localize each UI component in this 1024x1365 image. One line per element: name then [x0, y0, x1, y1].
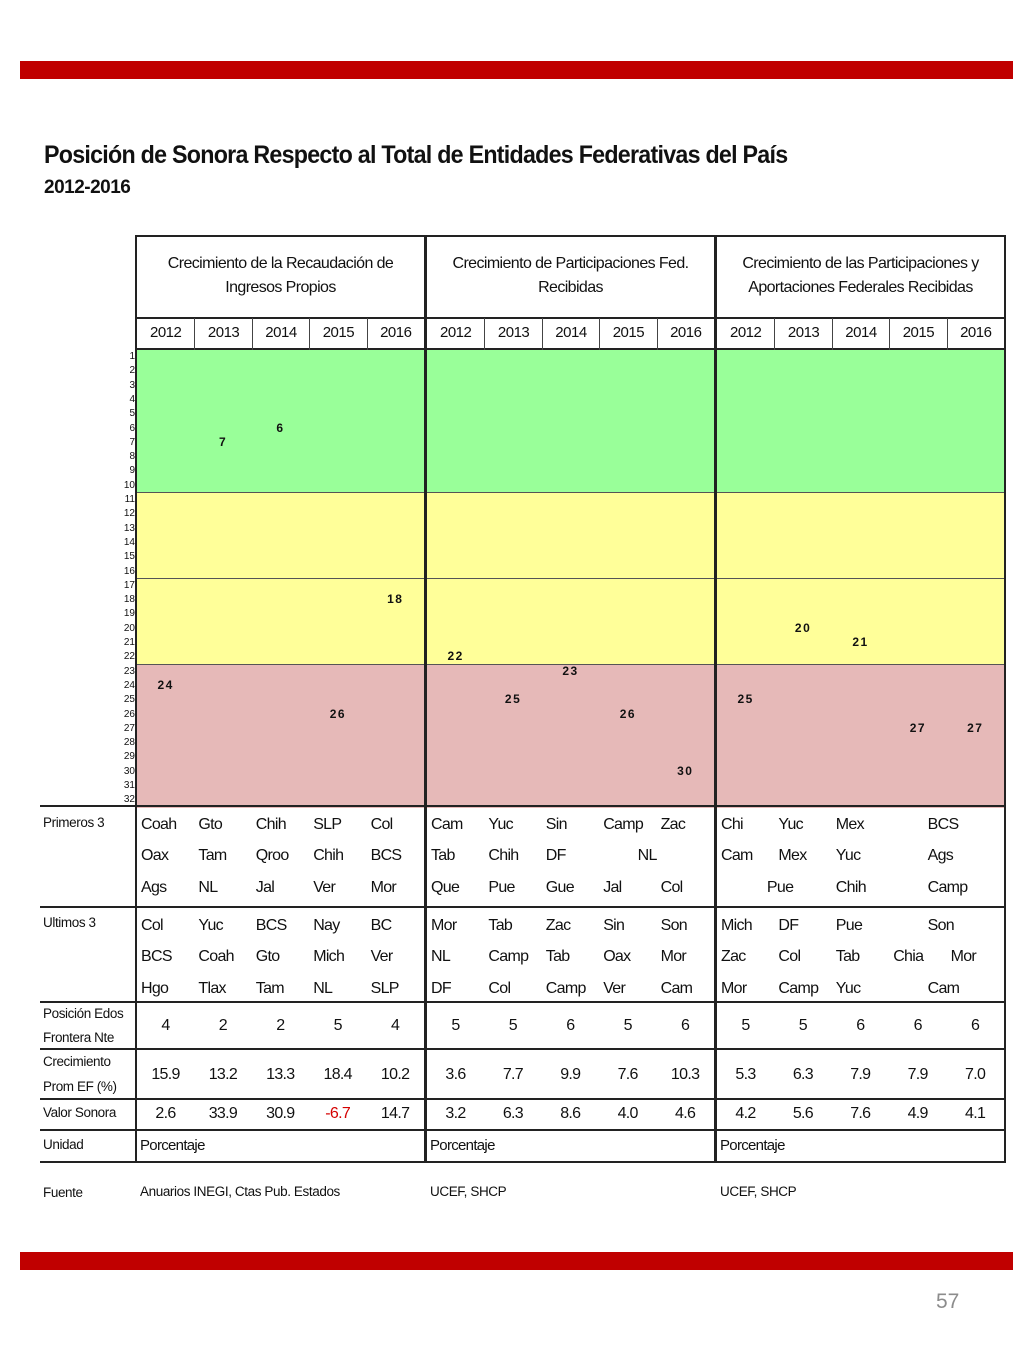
panel-1-frontera-value: 4	[161, 1017, 170, 1034]
panel-2-ultimos-state: Ver	[603, 980, 626, 997]
panel-3-frontera-value: 5	[798, 1017, 807, 1034]
rank-number: 9	[129, 465, 135, 477]
panel-3-ultimos-state: Tab	[835, 948, 860, 965]
panel-2-ultimos-state: Tab	[545, 948, 570, 965]
panel-3-primeros-state: Camp	[927, 879, 968, 896]
panel-2-crec-value: 3.6	[445, 1066, 466, 1083]
row-divider	[40, 805, 137, 807]
panel-3-ultimos-state: Chia	[893, 948, 924, 965]
rank-number: 25	[123, 694, 135, 706]
label-unidad: Unidad	[43, 1137, 84, 1152]
rank-number: 13	[123, 522, 135, 534]
panel-3-ultimos-state: Camp	[778, 980, 819, 997]
rank-number: 22	[123, 651, 135, 663]
panel-1-primeros-state: Coah	[141, 816, 177, 833]
panel-2-year-2012: 2012	[440, 324, 472, 341]
rank-number: 32	[123, 794, 135, 806]
panel-1-primeros-state: Ver	[313, 879, 336, 896]
panel-2-primeros-state: Tab	[431, 847, 455, 864]
panel-2-primeros-state: Jal	[603, 879, 622, 896]
panel-1-ultimos-state: Tlax	[198, 980, 226, 997]
panel-1-border	[135, 235, 426, 1163]
panel-1-ultimos-state: Gto	[255, 948, 280, 965]
panel-1-crec-value: 13.2	[208, 1066, 238, 1083]
panel-1-position-marker: 7	[219, 434, 228, 449]
label-ultimos: Ultimos 3	[43, 915, 96, 930]
rank-number: 12	[123, 508, 135, 520]
panel-3-header-line2: Aportaciones Federales Recibidas	[748, 279, 973, 296]
panel-3-primeros-state: Yuc	[835, 847, 861, 864]
panel-3-year-2013: 2013	[774, 318, 831, 350]
rank-number: 4	[129, 393, 135, 405]
panel-1-primeros-state: Jal	[255, 879, 275, 896]
panel-1-crec-value: 15.9	[151, 1066, 180, 1083]
panel-3-primeros-state: BCS	[927, 816, 959, 833]
panel-3-frontera-value: 5	[741, 1017, 750, 1034]
panel-1-ultimos-state: Coah	[198, 948, 234, 965]
bottom-red-bar	[20, 1252, 1013, 1270]
panel-3-primeros-state: Pue	[766, 879, 794, 896]
panel-1-valor-value: 14.7	[380, 1105, 410, 1122]
panel-2-ultimos-state: Sin	[603, 917, 625, 934]
panel-2-position-marker: 25	[504, 692, 522, 707]
label-fuente: Fuente	[43, 1185, 83, 1200]
panel-2-ultimos-state: Zac	[545, 917, 571, 934]
rank-number: 26	[123, 708, 135, 720]
panel-1-crec-value: 13.3	[266, 1066, 295, 1083]
page-subtitle: 2012-2016	[44, 177, 131, 198]
rank-number: 20	[123, 622, 135, 634]
panel-3-border	[715, 235, 1006, 1163]
rank-number: 17	[123, 579, 135, 591]
panel-1-valor-value: 33.9	[208, 1105, 238, 1122]
panel-2-fuente: UCEF, SHCP	[430, 1184, 507, 1199]
panel-1-primeros-state: SLP	[313, 816, 342, 833]
panel-1-ultimos-state: Mich	[313, 948, 345, 965]
panel-2-ultimos-state: Mor	[660, 948, 687, 965]
panel-2-header-line1: Crecimiento de Participaciones Fed.	[452, 255, 689, 272]
panel-1-primeros-state: Chih	[255, 816, 286, 833]
panel-1-unidad: Porcentaje	[140, 1137, 205, 1154]
panel-3-fuente: UCEF, SHCP	[720, 1184, 797, 1199]
panel-3-frontera-value: 6	[913, 1017, 922, 1034]
panel-2-position-marker: 23	[562, 663, 579, 678]
panel-3-position-marker: 25	[737, 692, 754, 707]
panel-1-ultimos-state: BCS	[141, 948, 172, 965]
panel-2-crec-value: 10.3	[670, 1066, 700, 1083]
panel-3-valor-value: 4.1	[965, 1105, 986, 1122]
rank-number: 29	[123, 751, 135, 763]
panel-2-unidad: Porcentaje	[430, 1137, 495, 1154]
panel-1-primeros-state: Tam	[198, 847, 227, 864]
panel-1-year-2012: 2012	[150, 324, 182, 341]
panel-1-frontera-value: 2	[276, 1017, 285, 1034]
panel-3-primeros-state: Ags	[927, 847, 954, 864]
panel-1-frontera-value: 4	[390, 1017, 400, 1034]
panel-2-border	[425, 235, 716, 1163]
panel-3-valor-value: 4.2	[735, 1105, 756, 1122]
panel-2-primeros-state: Que	[431, 879, 460, 896]
rank-number: 24	[123, 679, 135, 691]
panel-1-crec-value: 18.4	[323, 1066, 352, 1083]
panel-3-year-2016: 2016	[947, 318, 1004, 350]
rank-number: 6	[129, 422, 135, 434]
panel-3-ultimos-state: Zac	[721, 948, 746, 965]
panel-3-frontera-value: 6	[856, 1017, 865, 1034]
panel-3-primeros-state: Cam	[721, 847, 753, 864]
panel-2-frontera-value: 6	[680, 1017, 690, 1034]
panel-2-ultimos-state: NL	[431, 948, 451, 965]
panel-2-ultimos-state: Oax	[603, 948, 631, 965]
panel-3-primeros-state: Chi	[721, 816, 743, 833]
panel-1-valor-value: 2.6	[155, 1105, 176, 1122]
row-divider	[40, 1098, 137, 1100]
rank-number: 8	[129, 451, 135, 463]
panel-1-position-marker: 18	[387, 592, 404, 607]
panel-3-position-marker: 27	[909, 720, 927, 735]
panel-2-ultimos-state: Camp	[488, 948, 529, 965]
rank-number: 27	[123, 722, 135, 734]
rank-number: 30	[123, 765, 135, 777]
panel-2-crec-value: 7.6	[617, 1066, 638, 1083]
panel-1-ultimos-state: NL	[313, 980, 333, 997]
panel-3-crec-value: 7.9	[850, 1066, 871, 1083]
label-valor: Valor Sonora	[43, 1105, 116, 1120]
panel-2-ultimos-state: DF	[431, 980, 451, 997]
panel-1-ultimos-state: BCS	[255, 917, 287, 934]
label-crec-2: Prom EF (%)	[43, 1079, 117, 1094]
rank-number: 7	[129, 436, 135, 448]
panel-2-ultimos-state: Cam	[660, 980, 693, 997]
panel-2-ultimos-state: Mor	[431, 917, 457, 934]
panel-3-unidad: Porcentaje	[720, 1137, 785, 1154]
panel-1-primeros-state: Col	[370, 816, 393, 833]
panel-1-frontera-value: 2	[218, 1017, 227, 1034]
row-divider	[40, 1129, 137, 1131]
label-primeros: Primeros 3	[43, 815, 105, 830]
panel-3-ultimos-state: Son	[927, 917, 954, 934]
panel-1-fuente: Anuarios INEGI, Ctas Pub. Estados	[140, 1184, 340, 1199]
rank-number: 5	[129, 408, 135, 420]
panel-3-valor-value: 4.9	[907, 1105, 928, 1122]
label-crec-1: Crecimiento	[43, 1054, 111, 1069]
panel-1-frontera-value: 5	[333, 1017, 342, 1034]
panel-1-primeros-state: Gto	[198, 816, 223, 833]
panel-1-ultimos-state: Hgo	[141, 980, 169, 997]
panel-2-primeros-state: Zac	[660, 816, 686, 833]
panel-2-ultimos-state: Camp	[545, 980, 586, 997]
panel-2-position-marker: 22	[447, 649, 464, 664]
panel-3-year-2012: 2012	[730, 324, 762, 341]
rank-number: 15	[123, 551, 135, 563]
panel-1-year-2015: 2015	[309, 318, 366, 350]
top-red-bar	[20, 61, 1013, 79]
panel-2-position-marker: 30	[677, 763, 694, 778]
panel-2-frontera-value: 5	[508, 1017, 517, 1034]
panel-3-crec-value: 5.3	[735, 1066, 756, 1083]
panel-3-primeros-state: Mex	[778, 847, 807, 864]
rank-number: 31	[123, 780, 135, 791]
panel-3-ultimos-state: Mor	[950, 948, 977, 965]
row-divider	[40, 1161, 137, 1163]
panel-1-year-2014: 2014	[252, 318, 309, 350]
panel-2-primeros-state: Col	[660, 879, 683, 896]
panel-1-year-2013: 2013	[194, 318, 251, 350]
panel-1-ultimos-state: Yuc	[198, 917, 223, 934]
rank-number: 18	[123, 594, 135, 606]
rank-number: 1	[129, 351, 135, 362]
panel-2-primeros-state: Chih	[488, 847, 519, 864]
panel-3-header-line1: Crecimiento de las Participaciones y	[742, 255, 979, 272]
panel-1-crec-value: 10.2	[380, 1066, 410, 1083]
panel-1-year-2016: 2016	[367, 318, 424, 350]
panel-2-primeros-state: NL	[637, 847, 657, 864]
panel-2-header-line2: Recibidas	[538, 279, 603, 296]
panel-3-ultimos-state: Yuc	[835, 980, 861, 997]
panel-2-valor-value: 3.2	[445, 1105, 466, 1122]
rank-number: 19	[123, 608, 135, 620]
panel-2-valor-value: 4.6	[675, 1105, 696, 1122]
panel-3-position-marker: 27	[967, 720, 984, 735]
panel-3-crec-value: 6.3	[792, 1066, 813, 1083]
panel-2-primeros-state: Pue	[488, 879, 515, 896]
row-divider	[40, 1001, 137, 1003]
panel-1-primeros-state: Mor	[370, 879, 397, 896]
panel-2-crec-value: 9.9	[560, 1066, 581, 1083]
panel-1-ultimos-state: Ver	[370, 948, 393, 965]
panel-2-ultimos-state: Col	[488, 980, 511, 997]
row-divider	[40, 906, 137, 908]
label-frontera-1: Posición Edos	[43, 1006, 124, 1021]
panel-2-primeros-state: Gue	[545, 879, 574, 896]
panel-2-frontera-value: 5	[623, 1017, 632, 1034]
rank-number: 16	[123, 565, 135, 577]
rank-number: 11	[124, 494, 135, 505]
panel-3-ultimos-state: DF	[778, 917, 799, 934]
panel-2-year-2015: 2015	[599, 318, 656, 350]
page-title: Posición de Sonora Respecto al Total de Entidades Federativas del País	[44, 141, 788, 169]
panel-2-valor-value: 8.6	[560, 1105, 581, 1122]
panel-1-valor-value: 30.9	[266, 1105, 295, 1122]
panel-2-valor-value: 4.0	[617, 1105, 638, 1122]
rank-number: 23	[123, 665, 135, 677]
panel-3-ultimos-state: Col	[778, 948, 801, 965]
panel-1-primeros-state: Chih	[313, 847, 344, 864]
panel-1-position-marker: 26	[329, 706, 347, 721]
panel-1-primeros-state: BCS	[370, 847, 402, 864]
panel-2-year-2016: 2016	[657, 318, 714, 350]
panel-1-header-line2: Ingresos Propios	[225, 279, 336, 296]
panel-1-ultimos-state: SLP	[370, 980, 399, 997]
panel-2-position-marker: 26	[619, 706, 637, 721]
panel-2-ultimos-state: Tab	[488, 917, 513, 934]
panel-1-primeros-state: Oax	[141, 847, 169, 864]
panel-2-valor-value: 6.3	[502, 1105, 523, 1122]
rank-number: 2	[129, 365, 135, 377]
panel-2-year-2013: 2013	[484, 318, 541, 350]
panel-1-primeros-state: NL	[198, 879, 218, 896]
panel-3-year-2015: 2015	[889, 318, 946, 350]
panel-1-primeros-state: Ags	[141, 879, 167, 896]
panel-1-ultimos-state: BC	[370, 917, 392, 934]
panel-3-valor-value: 5.6	[792, 1105, 813, 1122]
panel-3-year-2014: 2014	[832, 318, 889, 350]
panel-1-position-marker: 6	[276, 420, 285, 435]
panel-2-primeros-state: Yuc	[488, 816, 513, 833]
panel-3-primeros-state: Yuc	[778, 816, 803, 833]
panel-3-position-marker: 21	[852, 635, 869, 649]
panel-3-crec-value: 7.0	[965, 1066, 986, 1083]
panel-3-valor-value: 7.6	[850, 1105, 871, 1122]
rank-number: 21	[123, 637, 135, 648]
panel-2-primeros-state: Camp	[603, 816, 644, 833]
panel-2-primeros-state: Cam	[431, 816, 463, 833]
panel-1-valor-value: -6.7	[325, 1105, 351, 1122]
panel-3-crec-value: 7.9	[907, 1066, 928, 1083]
page-number: 57	[936, 1290, 960, 1313]
panel-1-primeros-state: Qroo	[255, 847, 289, 864]
rank-number: 3	[129, 379, 135, 391]
panel-3-position-marker: 20	[794, 620, 812, 635]
panel-1-ultimos-state: Col	[141, 917, 163, 934]
panel-2-frontera-value: 6	[566, 1017, 575, 1034]
panel-3-ultimos-state: Cam	[927, 980, 960, 997]
rank-number: 28	[123, 737, 135, 749]
panel-3-primeros-state: Mex	[835, 816, 864, 833]
panel-3-ultimos-state: Pue	[835, 917, 863, 934]
panel-3-ultimos-state: Mor	[721, 980, 747, 997]
panel-2-frontera-value: 5	[451, 1017, 460, 1034]
panel-1-ultimos-state: Tam	[255, 980, 284, 997]
panel-3-frontera-value: 6	[970, 1017, 980, 1034]
rank-number: 10	[123, 479, 135, 491]
panel-3-ultimos-state: Mich	[721, 917, 752, 934]
panel-1-ultimos-state: Nay	[313, 917, 340, 934]
panel-2-year-2014: 2014	[542, 318, 599, 350]
panel-3-primeros-state: Chih	[835, 879, 866, 896]
panel-2-ultimos-state: Son	[660, 917, 687, 934]
panel-1-position-marker: 24	[157, 677, 174, 692]
label-frontera-2: Frontera Nte	[43, 1030, 114, 1045]
panel-2-primeros-state: Sin	[545, 816, 567, 833]
panel-1-header-line1: Crecimiento de la Recaudación de	[167, 255, 394, 272]
panel-2-primeros-state: DF	[545, 847, 566, 864]
panel-2-crec-value: 7.7	[502, 1066, 523, 1083]
row-divider	[40, 1048, 137, 1050]
rank-number: 14	[123, 536, 135, 548]
